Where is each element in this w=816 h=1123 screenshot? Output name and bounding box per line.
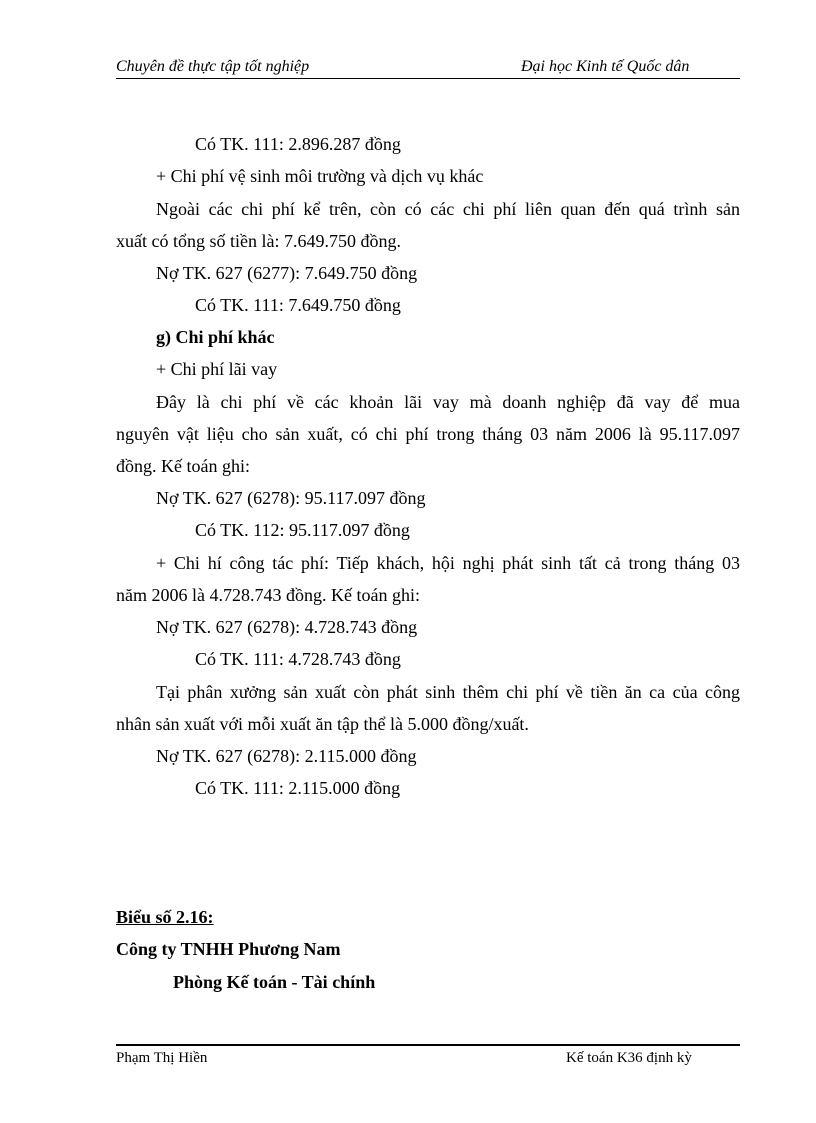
text-line: Nợ TK. 627 (6278): 2.115.000 đồng [156, 746, 417, 766]
page-header [116, 58, 740, 79]
footer-left: Phạm Thị Hiền [116, 1050, 208, 1066]
company-name: Công ty TNHH Phương Nam [116, 939, 341, 959]
header-left: Chuyên đề thực tập tốt nghiệp [116, 58, 310, 75]
text-line: + Chi phí vệ sinh môi trường và dịch vụ khác [156, 166, 484, 186]
text-line: Đây là chi phí về các khoản lãi vay mà doanh nghiệp đã vay để mua [156, 392, 740, 412]
text-line: đồng. Kế toán ghi: [116, 456, 250, 476]
department-name: Phòng Kế toán - Tài chính [173, 972, 376, 992]
text-line: Có TK. 112: 95.117.097 đồng [195, 520, 410, 540]
text-line: Có TK. 111: 4.728.743 đồng [195, 649, 401, 669]
text-line: xuất có tổng số tiền là: 7.649.750 đồng. [116, 231, 401, 251]
header-right: Đại học Kinh tế Quốc dân [521, 58, 690, 75]
text-line: Có TK. 111: 7.649.750 đồng [195, 295, 401, 315]
text-line: Có TK. 111: 2.115.000 đồng [195, 778, 401, 798]
text-line: Có TK. 111: 2.896.287 đồng [195, 134, 401, 154]
text-line: Nợ TK. 627 (6278): 4.728.743 đồng [156, 617, 418, 637]
text-line: + Chi phí lãi vay [156, 359, 278, 379]
text-line: + Chi hí công tác phí: Tiếp khách, hội nghị phát sinh tất cả trong tháng 03 [156, 553, 740, 573]
page-footer [116, 1044, 740, 1066]
text-line: Nợ TK. 627 (6278): 95.117.097 đồng [156, 488, 426, 508]
text-line: năm 2006 là 4.728.743 đồng. Kế toán ghi: [116, 585, 420, 605]
text-line: nhân sản xuất với mỗi xuất ăn tập thể là 5.000 đồng/xuất. [116, 714, 529, 734]
text-line: Ngoài các chi phí kể trên, còn có các chi phí liên quan đến quá trình sản [156, 199, 740, 219]
section-heading: g) Chi phí khác [156, 327, 275, 347]
text-line: Nợ TK. 627 (6277): 7.649.750 đồng [156, 263, 418, 283]
text-line: nguyên vật liệu cho sản xuất, có chi phí trong tháng 03 năm 2006 là 95.117.097 [116, 424, 740, 444]
footer-right: Kế toán K36 định kỳ [566, 1050, 692, 1066]
appendix-label: Biểu số 2.16: [116, 907, 214, 927]
text-line: Tại phân xưởng sản xuất còn phát sinh thêm chi phí về tiền ăn ca của công [156, 682, 740, 702]
